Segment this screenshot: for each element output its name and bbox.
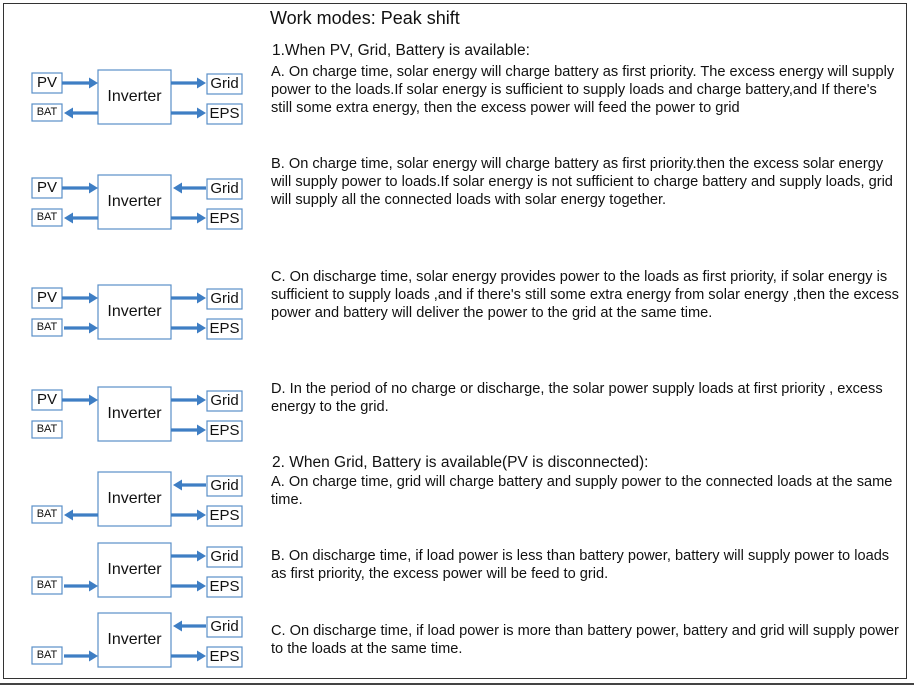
inverter-label: Inverter	[107, 490, 162, 507]
grid-label: Grid	[210, 548, 239, 565]
inverter-label: Inverter	[107, 88, 162, 105]
eps-label: EPS	[209, 578, 240, 595]
mode-1d-text: D. In the period of no charge or discharge, the solar power supply loads at first priority , excess energy to the grid.	[271, 381, 883, 415]
eps-label: EPS	[209, 648, 240, 665]
eps-arrow-head	[197, 213, 206, 224]
grid-arrow-head	[173, 621, 182, 632]
eps-label: EPS	[209, 507, 240, 524]
pv-arrow-head	[89, 293, 98, 304]
pv-arrow-head	[89, 395, 98, 406]
eps-arrow-head	[197, 510, 206, 521]
pv-label: PV	[36, 74, 57, 91]
eps-arrow-head	[197, 425, 206, 436]
pv-label: PV	[36, 289, 57, 306]
grid-arrow-head	[197, 293, 206, 304]
grid-arrow-head	[197, 395, 206, 406]
mode-2a-text: A. On charge time, grid will charge battery and supply power to the connected loads at the same time.	[271, 474, 893, 508]
bat-arrow-head	[89, 581, 98, 592]
eps-arrow-head	[197, 323, 206, 334]
bat-label: BAT	[36, 106, 58, 118]
bat-label: BAT	[36, 211, 58, 223]
grid-arrow-head	[173, 183, 182, 194]
eps-label: EPS	[209, 210, 240, 227]
grid-arrow-head	[173, 480, 182, 491]
mode-diagram-3	[28, 285, 253, 355]
eps-label: EPS	[209, 422, 240, 439]
grid-arrow-head	[197, 78, 206, 89]
pv-arrow-head	[89, 78, 98, 89]
grid-label: Grid	[210, 392, 239, 409]
section1-title: 1.When PV, Grid, Battery is available:	[272, 42, 530, 59]
bat-label: BAT	[36, 579, 58, 591]
pv-label: PV	[36, 391, 57, 408]
eps-arrow-head	[197, 651, 206, 662]
mode-diagram-5	[28, 472, 253, 542]
bat-arrow-head	[89, 323, 98, 334]
eps-label: EPS	[209, 105, 240, 122]
mode-diagram-6	[28, 543, 253, 613]
pv-label: PV	[36, 179, 57, 196]
pv-arrow-head	[89, 183, 98, 194]
eps-label: EPS	[209, 320, 240, 337]
eps-arrow-head	[197, 108, 206, 119]
mode-diagram-4	[28, 387, 253, 457]
grid-label: Grid	[210, 477, 239, 494]
mode-diagram-1	[28, 70, 253, 140]
bat-arrow-head	[64, 510, 73, 521]
bat-label: BAT	[36, 649, 58, 661]
inverter-label: Inverter	[107, 561, 162, 578]
grid-label: Grid	[210, 618, 239, 635]
inverter-label: Inverter	[107, 303, 162, 320]
mode-1c-text: C. On discharge time, solar energy provides power to the loads as first priority, if solar energy is sufficient to supply loads ,and if there's still some extra energy from solar energy ,then the excess power and battery will deliver the power to the grid at the same time.	[271, 269, 899, 321]
grid-label: Grid	[210, 75, 239, 92]
mode-diagram-2	[28, 175, 253, 245]
mode-2b-text: B. On discharge time, if load power is less than battery power, battery will supply power to loads as first priority, the excess power will be feed to grid.	[271, 548, 890, 582]
section2-title: 2. When Grid, Battery is available(PV is disconnected):	[272, 454, 649, 471]
inverter-label: Inverter	[107, 193, 162, 210]
inverter-label: Inverter	[107, 631, 162, 648]
mode-2c-text: C. On discharge time, if load power is more than battery power, battery and grid will supply power to the loads at the same time.	[271, 623, 899, 657]
mode-diagram-7	[28, 613, 253, 683]
bat-label: BAT	[36, 508, 58, 520]
page-title: Work modes: Peak shift	[270, 8, 460, 28]
eps-arrow-head	[197, 581, 206, 592]
bat-label: BAT	[36, 321, 58, 333]
mode-1b-text: B. On charge time, solar energy will charge battery as first priority.then the excess solar energy will supply power to loads.If solar energy is not sufficient to charge battery and supply loads, grid will supply all the connected loads with solar energy together.	[271, 156, 893, 208]
grid-label: Grid	[210, 290, 239, 307]
mode-1a-text: A. On charge time, solar energy will charge battery as first priority. The excess energy will supply power to the loads.If solar energy is sufficient to supply loads and charge battery,and If there's still some extra energy, then the excess power will feed the power to grid	[271, 64, 895, 116]
inverter-label: Inverter	[107, 405, 162, 422]
bat-arrow-head	[64, 213, 73, 224]
bottom-divider	[0, 683, 914, 685]
bat-arrow-head	[64, 108, 73, 119]
grid-arrow-head	[197, 551, 206, 562]
bat-arrow-head	[89, 651, 98, 662]
grid-label: Grid	[210, 180, 239, 197]
bat-label: BAT	[36, 423, 58, 435]
